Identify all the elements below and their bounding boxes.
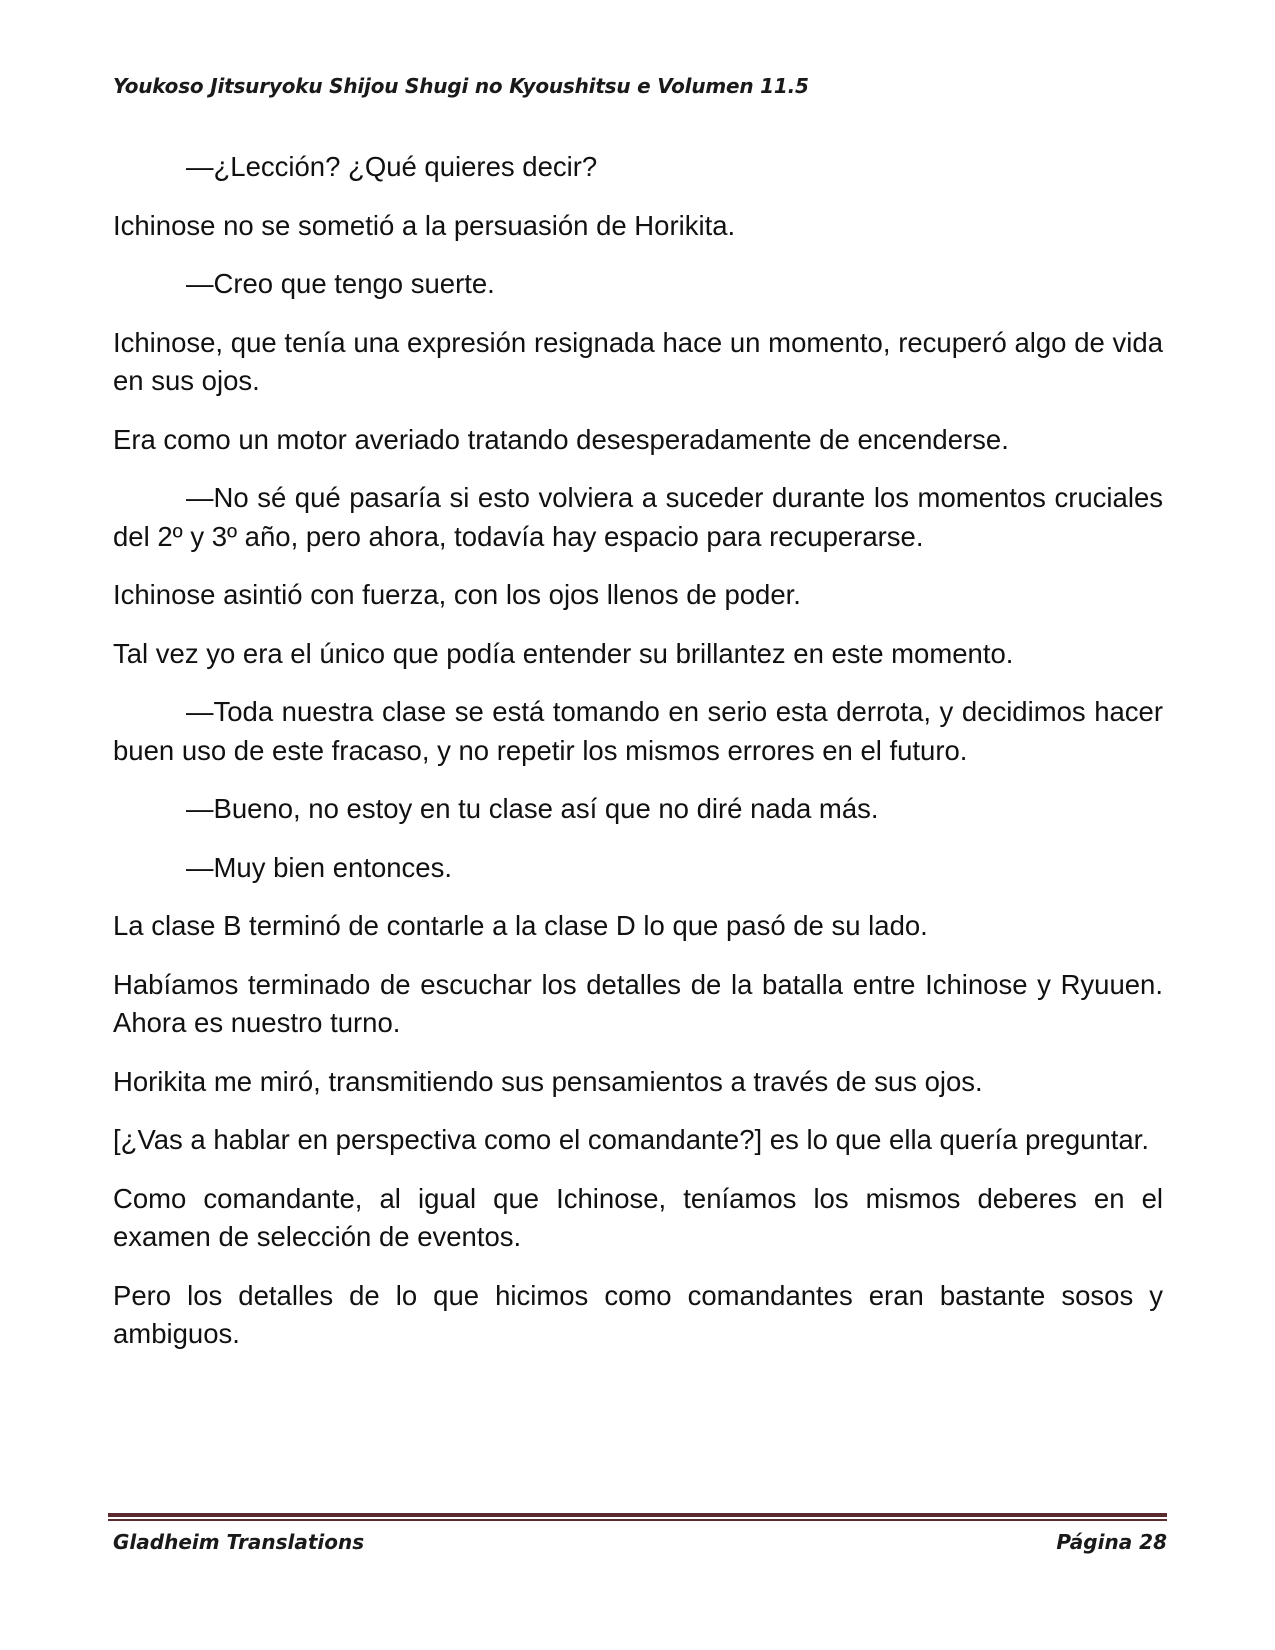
page-body [113,148,1163,1374]
paragraph-narration: Horikita me miró, transmitiendo sus pensamientos a través de sus ojos. [113,1065,983,1097]
footer-divider [108,1513,1167,1521]
footer-page-number: Página 28 [1056,1530,1167,1554]
paragraph-dialogue: —No sé qué pasaría si esto volviera a suceder durante los momentos cruciales del 2º y 3º año, pero ahora, todavía hay espacio para recuperarse. [113,482,1163,552]
paragraph-narration: Pero los detalles de lo que hicimos como comandantes eran bastante sosos y ambiguos. [113,1279,1163,1349]
paragraph-narration: Ichinose, que tenía una expresión resignada hace un momento, recuperó algo de vida en sus ojos. [113,326,1163,396]
footer-translator-credit: Gladheim Translations [113,1530,365,1554]
paragraph-dialogue: —Muy bien entonces. [186,851,452,883]
paragraph-narration: Ichinose no se sometió a la persuasión de Horikita. [113,209,736,241]
paragraph-narration: Habíamos terminado de escuchar los detalles de la batalla entre Ichinose y Ryuuen. Ahora es nuestro turno. [113,968,1163,1038]
paragraph-narration: [¿Vas a hablar en perspectiva como el comandante?] es lo que ella quería preguntar. [113,1124,1149,1155]
paragraph-dialogue: —Creo que tengo suerte. [186,268,495,299]
paragraph-narration: Era como un motor averiado tratando desesperadamente de encenderse. [113,423,1009,455]
paragraph-dialogue: —Bueno, no estoy en tu clase así que no diré nada más. [186,793,879,824]
running-header-title: Youkoso Jitsuryoku Shijou Shugi no Kyoushitsu e Volumen 11.5 [113,74,809,98]
paragraph-narration: Ichinose asintió con fuerza, con los ojos llenos de poder. [113,579,801,610]
paragraph-dialogue: —¿Lección? ¿Qué quieres decir? [186,151,598,182]
footer-divider-thin-line [108,1519,1167,1521]
paragraph-narration: La clase B terminó de contarle a la clase D lo que pasó de su lado. [113,910,928,941]
paragraph-narration: Como comandante, al igual que Ichinose, teníamos los mismos deberes en el examen de selección de eventos. [113,1182,1163,1252]
paragraph-dialogue: —Toda nuestra clase se está tomando en serio esta derrota, y decidimos hacer buen uso de este fracaso, y no repetir los mismos errores en el futuro. [113,696,1163,766]
paragraph-narration: Tal vez yo era el único que podía entender su brillantez en este momento. [113,637,1014,669]
